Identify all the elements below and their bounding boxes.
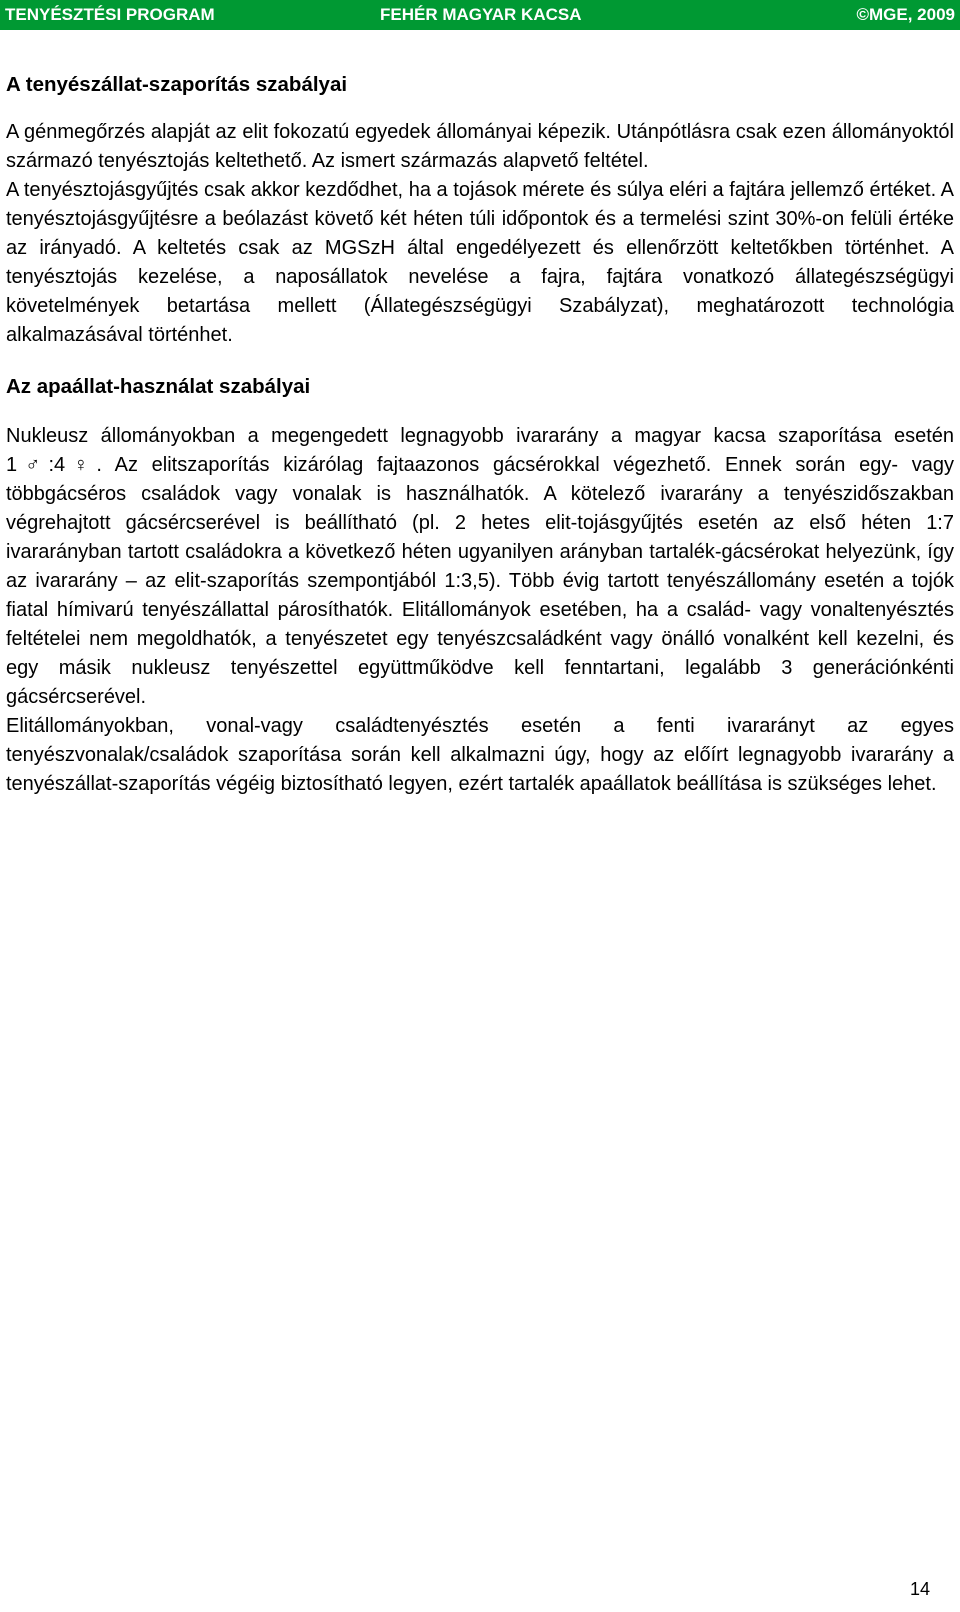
page-number: 14 — [909, 1579, 930, 1599]
paragraph: A tenyésztojásgyűjtés csak akkor kezdődhet, ha a tojások mérete és súlya eléri a fajtára jellemző értéket. A tenyésztojásgyűjtésre a beólazást követő két héten túli időpontok és a termelési szint 30%-on felüli értéke az irányadó. A keltetés csak az MGSzH által engedélyezett és ellenőrzött keltetőkben történhet. A tenyésztojás kezelése, a naposállatok nevelése a fajra, fajtára vonatkozó állategészségügyi követelmények betartása mellett (Állategészségügyi Szabályzat), meghatározott technológia alkalmazásával történhet. — [6, 179, 954, 346]
paragraph: Elitállományokban, vonal-vagy családtenyésztés esetén a fenti ivararányt az egyes tenyészvonalak/családok szaporítása során kell alkalmazni úgy, hogy az előírt legnagyobb ivararány a tenyészállat-szaporítás végéig biztosítható legyen, ezért tartalék apaállatok beállítása is szükséges lehet. — [6, 715, 954, 795]
section-heading-sire-rules: Az apaállat-használat szabályai — [6, 375, 311, 398]
header-copyright-label: ©MGE, 2009 — [856, 5, 955, 24]
header-program-label: TENYÉSZTÉSI PROGRAM — [5, 5, 215, 24]
document-body — [6, 70, 954, 799]
header-breed-label: FEHÉR MAGYAR KACSA — [380, 5, 582, 24]
section-heading-breeding-rules: A tenyészállat-szaporítás szabályai — [6, 73, 348, 96]
page-header — [0, 0, 960, 30]
paragraph: Nukleusz állományokban a megengedett legnagyobb ivararány a magyar kacsa szaporítása esetén 1♂:4♀. Az elitszaporítás kizárólag fajtaazonos gácsérokkal végezhető. Ennek során egy- vagy többgácséros családok vagy vonalak is használhatók. A kötelező ivararány a tenyészidőszakban végrehajtott gácsércserével is beállítható (pl. 2 hetes elit-tojásgyűjtés esetén az első héten 1:7 ivararányban tartott családokra a következő héten ugyanilyen arányban tartalék-gácsérokat helyezünk, így az ivararány – az elit-szaporítás szempontjából 1:3,5). Több évig tartott tenyészállomány esetén a tojók fiatal hímivarú tenyészállattal párosíthatók. Elitállományok esetében, ha a család- vagy vonaltenyésztés feltételei nem megoldhatók, a tenyészetet egy tenyészcsaládként vagy önálló vonalként kell kezelni, és egy másik nukleusz tenyészettel együttműködve kell fenntartani, legalább 3 generációnkénti gácsércserével. — [6, 425, 954, 708]
paragraph: A génmegőrzés alapját az elit fokozatú egyedek állományai képezik. Utánpótlásra csak ezen állományoktól származó tenyésztojás keltethető. Az ismert származás alapvető feltétel. — [6, 121, 954, 172]
